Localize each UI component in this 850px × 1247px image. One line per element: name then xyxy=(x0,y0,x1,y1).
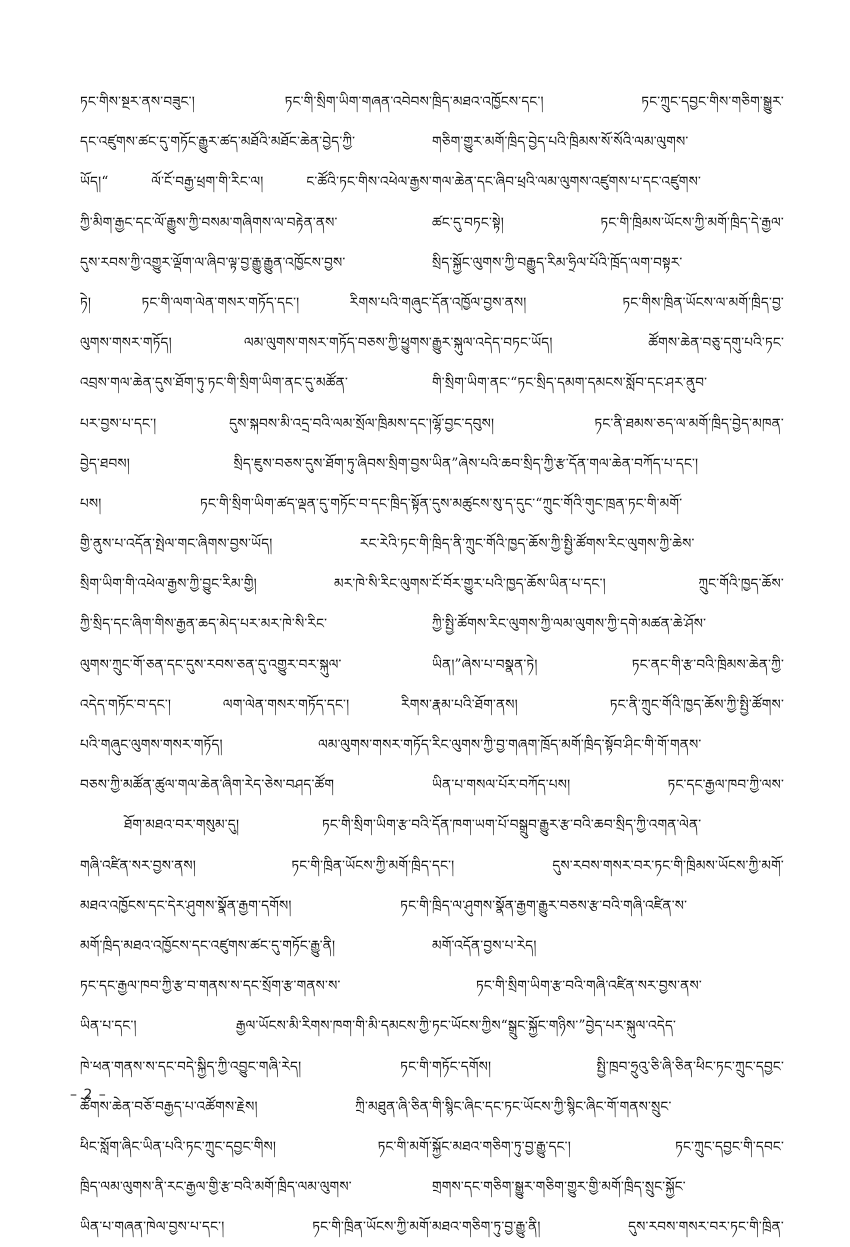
text-line: དང་། དུས་རབས་གསར་བར་ཏང་གི་ཁྲིམས་ཡོངས་ཀྱི་མགོ་ xyxy=(432,857,784,874)
text-line: མཐའ་འཁྱོངས་དང་དེར་ཤུགས་སྣོན་རྒྱག་དགོས། ཏང་གི་ xyxy=(80,897,432,914)
text-line: འདེད་གཏོང་བ་དང་། ལག་ལེན་གསར་གཏོད་དང་། རིགས་ xyxy=(80,696,432,713)
text-line: ཏང་གིས་སྔར་ནས་བཟུང་། ཏང་གི་སྲིག་ཡིག་གཞན་འབེབས་ xyxy=(80,94,432,110)
text-line: གི་སྙིང་ཞིང་དང་ཏང་ཡོངས་ཀྱི་སྙིང་ཞིང་གོ་གནས་སྲུང་ xyxy=(432,1098,672,1115)
text-line: དང་འཛུགས་ཚང་དུ་གཏོང་རྒྱུར་ཚད་མཐོའི་མཐོང་ཆེན་བྱེད་ཀྱི་ xyxy=(80,134,356,151)
text-line: མགོ་འདོན་བྱས་པ་རེད། xyxy=(432,937,537,954)
text-line: གལ་ཆེན་དང་ཞིབ་ཕྲའི་ལམ་ལུགས་འཛུགས་པ་དང་འཛུགས་ xyxy=(432,174,702,191)
text-line: ལུགས་ཀྲུང་གོ་ཅན་དང་དུས་རབས་ཅན་དུ་འགྱུར་བར་སྐུལ་ xyxy=(80,656,342,673)
text-line: ཀྱི་མིག་རྒྱང་དང་ལོ་རྒྱུས་ཀྱི་བསམ་གཞིགས་ལ་བརྟེན་ནས་ xyxy=(80,214,338,231)
text-line: དུས་རབས་ཀྱི་འགྱུར་ལྡོག་ལ་ཞིབ་ལྟ་བྱ་རྒྱུ་རྒྱུན་འཁྱོངས་བྱས་ xyxy=(80,254,346,271)
text-line: འབྲས་གལ་ཆེན་དུས་ཐོག་ཏུ་ཏང་གི་སྲིག་ཡིག་ནང་དུ་མཚོན་ xyxy=(80,375,349,392)
text-line: ཡིན་པ་གཞན་ཁེལ་བྱས་པ་དང་། ཏང་གི་ཁྲིན་ཡོངས་ཀྱི་མགོ་ xyxy=(80,1219,432,1236)
right-column xyxy=(432,82,784,1247)
text-line: གི་སྲིག་ཡིག་ནང་“ཏང་སྲིད་དམག་དམངས་སློབ་དང་ཤར་ནུབ་ xyxy=(432,375,708,392)
text-line: ཁེ་ཕན་གནས་ས་དང་བདེ་སྐྱིད་ཀྱི་འབྱུང་གཞི་རེད། ཏང་གི་ xyxy=(80,1058,432,1075)
text-line: ཚང་དུ་བཏང་སྟེ། ཏང་གི་ཁྲིམས་ཡོངས་ཀྱི་མགོ་ཁྲིད་དེ་རྒྱལ་ xyxy=(432,214,784,231)
text-line: གྱི་ནུས་པ་འདོན་སྤེལ་གང་ཞིགས་བྱས་ཡོད། རང་རེའི་ཏང་གི་ xyxy=(80,536,432,553)
text-line: ཏང་དང་རྒྱལ་ཁབ་ཀྱི་རྩ་བ་གནས་ས་དང་སྲོག་རྩ་གནས་ས་ xyxy=(80,978,341,995)
text-line: བྱེད་ཐབས། སྲིད་ཇུས་བཅས་དུས་ཐོག་ཏུ་ཞིབས་སྲིག་བྱས་ xyxy=(80,455,432,472)
text-line: ཚོགས་ཆེན་བཅོ་བརྒྱད་པ་འཚོགས་རྗེས། ཀྲི་མཐུན་ཞི་ཅིན་ xyxy=(80,1098,432,1115)
text-line: ཐོག་མཐའ་བར་གསུམ་དུ། ཏང་གི་སྲིག་ཡིག་རྩ་བའི་ xyxy=(124,817,432,834)
text-line: སྲིག་ཡིག་གི་འཕེལ་རྒྱས་ཀྱི་བྱུང་རིམ་གྱི། མར་ཁེ་སི་རིང་ལུགས་ xyxy=(80,576,432,593)
text-line: རིང་ལུགས་ཀྱི་བྱ་གཞག་ཁྲོད་མགོ་ཁྲིད་སྟོབ་ཤིང་གི་གོ་གནས་ xyxy=(432,737,702,753)
text-line: དོན་འཁྱོལ་བྱས་ནས། ཏང་གིས་ཁྲིན་ཡོངས་ལ་མགོ་ཁྲིད་བྱ་ xyxy=(432,294,784,311)
text-line: ཁྲིད་ནི་ཀྲུང་གོའི་ཁྱད་ཆོས་ཀྱི་སྤྱི་ཚོགས་རིང་ལུགས་ཀྱི་ཆེས་ xyxy=(432,536,695,553)
text-line: ཁྲིད་ལ་ཤུགས་སྣོན་རྒྱག་རྒྱུར་བཅས་རྩ་བའི་གཞི་འཛིན་ས་ xyxy=(432,897,688,914)
text-line: སྐྱོང་མཐའ་གཅིག་ཏུ་བྱ་རྒྱུ་དང་། ཏང་ཀྲུང་དབྱང་གི་དབང་ xyxy=(432,1138,784,1155)
text-line: ཁྲིད་ལམ་ལུགས་ནི་རང་རྒྱལ་གྱི་རྩ་བའི་མགོ་ཁྲིད་ལམ་ལུགས་ xyxy=(80,1179,352,1196)
text-line: ཡིན་པ་དང་། རྒྱལ་ཡོངས་མི་རིགས་ཁག་གི་མི་དམངས་ཀྱི་ xyxy=(80,1018,432,1035)
text-line: ཡིན”ཞེས་པའི་ཆབ་སྲིད་ཀྱི་རྩ་དོན་གལ་ཆེན་བཀོད་པ་དང་། xyxy=(432,455,699,472)
text-line: དོན་ཁག་ཡག་པོ་བསྒྲུབ་རྒྱུར་རྩ་བའི་ཆབ་སྲིད་ཀྱི་འགན་ལེན་ xyxy=(432,817,702,834)
text-line: ཏང་ཡོངས་ཀྱིས“སྒྲུང་སྐྱོང་གཉིས་”བྱེད་པར་སྐུལ་འདེད་ xyxy=(432,1018,677,1035)
text-line: བཅས་ཀྱི་མཚོན་ཚུལ་གལ་ཆེན་ཞིག་རེད་ཅེས་བཤད་ཚོག xyxy=(80,777,335,794)
text-line: གཅིག་གྱུར་མགོ་ཁྲིད་བྱེད་པའི་ཁྲིམས་སོ་སོའི་ལམ་ལུགས་ xyxy=(432,134,689,151)
text-line: གཞི་འཛིན་སར་བྱས་ནས། ཏང་གི་ཁྲིན་ཡོངས་ཀྱི་མགོ་ཁྲིད་ xyxy=(80,857,432,874)
page-number: – 2 – xyxy=(70,1087,107,1103)
left-column xyxy=(80,82,432,1247)
text-line: གྲགས་དང་གཅིག་སྒྱུར་གཅིག་གྱུར་གྱི་མགོ་ཁྲིད་སྲུང་སྐྱོང་ xyxy=(432,1179,686,1196)
text-line: ངོ་བོར་གྱུར་པའི་ཁྱད་ཆོས་ཡིན་པ་དང་། ཀྲུང་གོའི་ཁྱད་ཆོས་ xyxy=(432,576,784,593)
text-line: མགོ་ཁྲིད་མཐའ་འཁྱོངས་དང་འཛུགས་ཚང་དུ་གཏོང་རྒྱུ་ནི། xyxy=(80,937,336,954)
text-line: པར་བྱས་པ་དང་། དུས་སྐབས་མི་འདྲ་བའི་ལམ་སྲོལ་ཁྲིམས་དང་། xyxy=(80,415,432,432)
text-line: ཕིང་སློག་ཞིང་ཡིན་པའི་ཏང་ཀྲུང་དབྱང་གིས། ཏང་གི་མགོ་ xyxy=(80,1138,432,1155)
text-line: ཏང་གི་སྲིག་ཡིག་རྩ་བའི་གཞི་འཛིན་སར་བྱས་ནས་ xyxy=(476,978,702,995)
text-line: རྒྱུར་སྐུལ་འདེད་བཏང་ཡོད། ཚོགས་ཆེན་བཅུ་དགུ་པའི་ཏང་ xyxy=(432,335,784,352)
text-line: ལྷོ་བྱང་དབུས། ཏང་ནི་ཐམས་ཅད་ལ་མགོ་ཁྲིད་བྱེད་མཁན་ xyxy=(432,415,784,432)
text-line: མཐའ་གཅིག་ཏུ་བྱ་རྒྱུ་ནི། དུས་རབས་གསར་བར་ཏང་གི་ཁྲིན་ xyxy=(432,1219,784,1236)
text-line: ཡིན་པ་གསལ་པོར་བཀོད་པས། ཏང་དང་རྒྱལ་ཁབ་ཀྱི་ལས་ xyxy=(432,777,784,794)
text-line: པས། ཏང་གི་སྲིག་ཡིག་ཚད་ལྡན་དུ་གཏོང་བ་དང་ཁྲིད་སྟོན་ xyxy=(80,495,432,512)
text-line: ཡིན།”ཞེས་པ་བསྣན་ཏེ། ཏང་ནང་གི་རྩ་བའི་ཁྲིམས་ཆེན་ཀྱི་ xyxy=(432,656,784,673)
text-line: ཡོད།“ ལོ་ངོ་བརྒྱ་ཕྲག་གི་རིང་ལ། ང་ཚོའི་ཏང་གིས་འཕེལ་རྒྱས་ xyxy=(80,174,432,191)
text-line: དུས་མཚུངས་སུ་ད་དུང་“ཀྲུང་གོའི་གུང་ཁྲན་ཏང་གི་མགོ་ xyxy=(432,495,683,512)
text-line: ལུགས་གསར་གཏོད། ལམ་ལུགས་གསར་གཏོད་བཅས་ཀྱི་ཕྱུགས་ xyxy=(80,335,432,352)
text-line: ཁྲིད་མཐའ་འཁྱོངས་དང་། ཏང་ཀྲུང་དབྱང་གིས་གཅིག་སྒྱུར་ xyxy=(432,94,784,110)
text-line: པའི་གཞུང་ལུགས་གསར་གཏོད། ལམ་ལུགས་གསར་གཏོད་ xyxy=(80,737,432,753)
text-line: ཀྱི་སྤྱི་ཚོགས་རིང་ལུགས་ཀྱི་ལམ་ལུགས་ཀྱི་དགེ་མཚན་ཆེ་ཤོས་ xyxy=(432,616,707,633)
text-line: རྣམ་པའི་ཐོག་ནས། ཏང་ནི་ཀྲུང་གོའི་ཁྱད་ཆོས་ཀྱི་སྤྱི་ཚོགས་ xyxy=(432,696,784,713)
text-line: སྲིད་སྐྱོང་ལུགས་ཀྱི་བརྒྱུད་རིམ་ཧྲིལ་པོའི་ཁྲོད་ལག་བསྟར་ xyxy=(432,254,683,271)
text-line: ཀྱི་སྲིད་དང་ཞིག་གིས་རྒྱན་ཆད་མེད་པར་མར་ཁེ་སི་རིང་ xyxy=(80,616,328,633)
text-line: གཏོང་དགོས། སྤྱི་ཁྲབ་ཧྲུའུ་ཅི་ཞི་ཅིན་ཕིང་ཏང་ཀྲུང་དབྱང་ xyxy=(432,1058,784,1075)
text-line: ཏེ། ཏང་གི་ལག་ལེན་གསར་གཏོད་དང་། རིགས་པའི་གཞུང་ xyxy=(80,294,432,311)
